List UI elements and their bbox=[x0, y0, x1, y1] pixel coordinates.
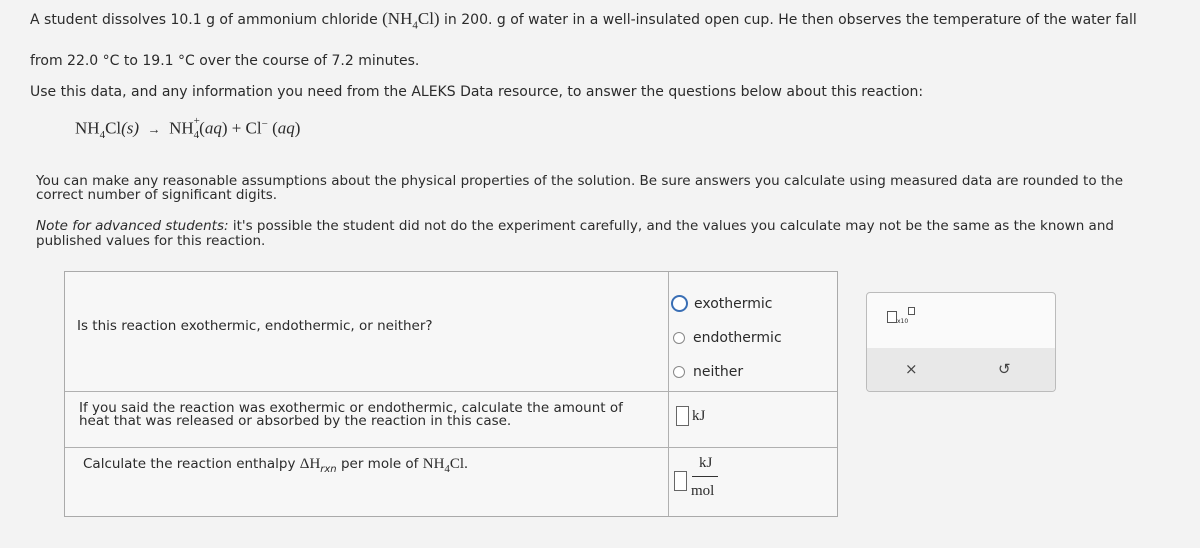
exponent-box-icon bbox=[908, 307, 915, 315]
assumptions-line1: You can make any reasonable assumptions about the physical properties of the solution. Be sure answers you calculate using measured data are rounded to the bbox=[36, 173, 1124, 189]
answer-table bbox=[64, 271, 838, 517]
scientific-notation-button[interactable]: x10 bbox=[887, 311, 915, 325]
problem-intro-line1: A student dissolves 10.1 g of ammonium chloride $(NH_4Cl)$ in 200. g of water in a well-insulated open cup. He then observes the temperature of the water fall bbox=[30, 9, 1137, 32]
assumptions-line2: correct number of significant digits. bbox=[36, 187, 278, 203]
question-reaction-type: Is this reaction exothermic, endothermic, or neither? bbox=[77, 318, 433, 334]
instruction-text: Use this data, and any information you need from the ALEKS Data resource, to answer the questions below about this reaction: bbox=[30, 84, 924, 100]
problem-intro-line2: from 22.0 °C to 19.1 °C over the course of 7.2 minutes. bbox=[30, 53, 420, 69]
formula-nh4cl: $(NH_4Cl)$ bbox=[382, 9, 440, 32]
option-exothermic[interactable]: exothermic bbox=[671, 295, 773, 312]
question-heat-line1: If you said the reaction was exothermic or endothermic, calculate the amount of bbox=[79, 400, 623, 416]
mantissa-box-icon bbox=[887, 311, 897, 323]
question-enthalpy: Calculate the reaction enthalpy $\Delta H_{rxn}$ per mole of $NH_4Cl$. bbox=[83, 456, 468, 475]
undo-button[interactable]: ↺ bbox=[998, 360, 1011, 378]
note-line2: published values for this reaction. bbox=[36, 233, 266, 249]
radio-exothermic[interactable] bbox=[671, 295, 688, 312]
radio-neither[interactable] bbox=[673, 366, 685, 378]
reaction-equation: $NH_4Cl(s)$ → NH $_{+ 4}$(aq) + Cl− (aq) bbox=[75, 115, 301, 142]
option-endothermic[interactable]: endothermic bbox=[673, 330, 782, 346]
math-tool-panel bbox=[866, 292, 1056, 392]
note-line1: Note for advanced students: it's possible the student did not do the experiment carefully, and the values you calculate may not be the same as the known and bbox=[36, 218, 1114, 234]
enthalpy-unit-numerator: kJ bbox=[699, 455, 713, 471]
question-heat-line2: heat that was released or absorbed by the reaction in this case. bbox=[79, 413, 512, 429]
enthalpy-unit-denominator: mol bbox=[691, 483, 715, 499]
fraction-bar bbox=[692, 476, 718, 477]
panel-action-bar bbox=[867, 348, 1055, 391]
clear-button[interactable]: × bbox=[905, 360, 918, 378]
heat-input[interactable] bbox=[676, 406, 689, 426]
heat-unit: kJ bbox=[692, 408, 706, 424]
radio-endothermic[interactable] bbox=[673, 332, 685, 344]
option-neither[interactable]: neither bbox=[673, 364, 743, 380]
enthalpy-input[interactable] bbox=[674, 471, 687, 491]
